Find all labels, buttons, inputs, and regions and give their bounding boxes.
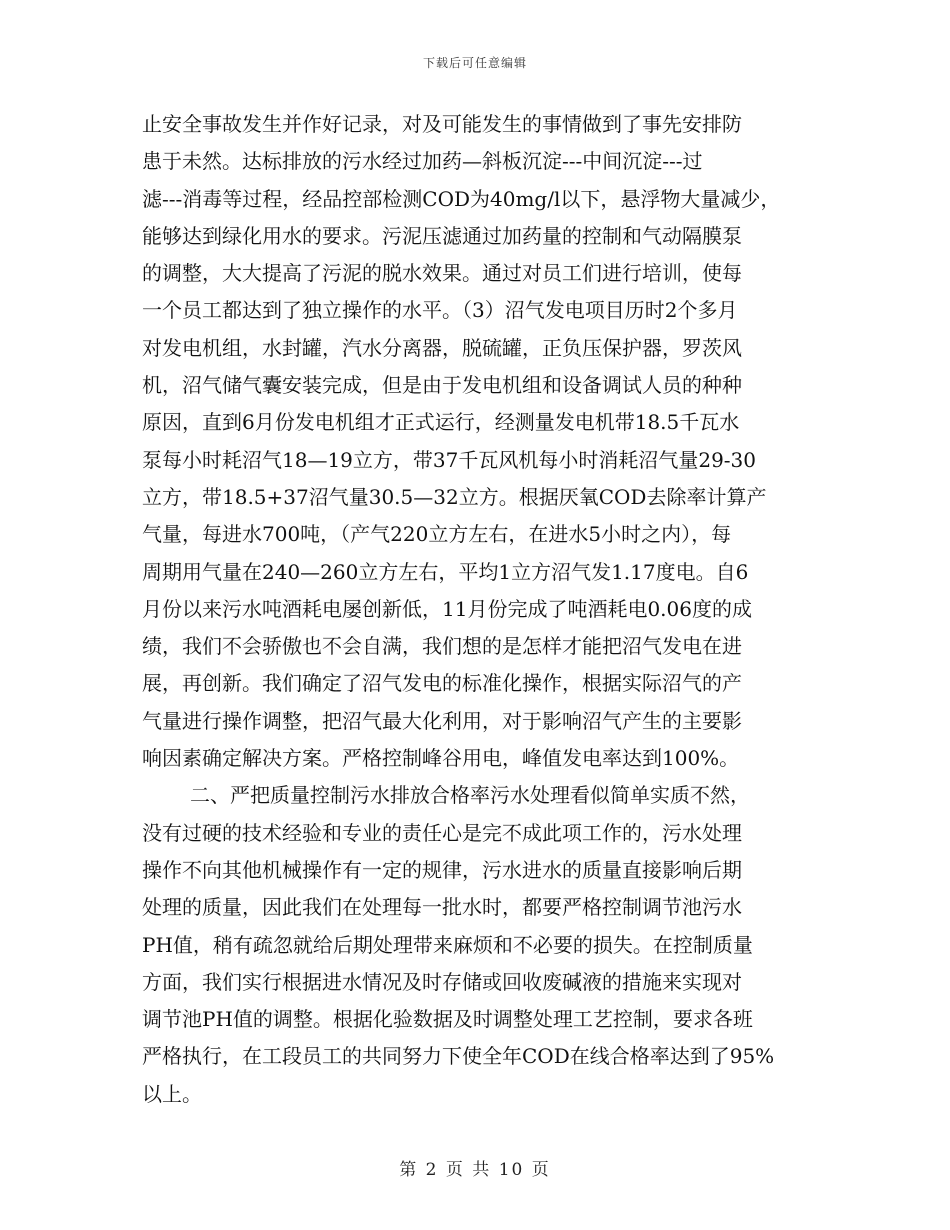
body-line: 方面，我们实行根据进水情况及时存储或回收废碱液的措施来实现对 <box>142 969 742 994</box>
section-heading-line: 二、严把质量控制污水排放合格率污水处理看似简单实质不然， <box>190 783 750 808</box>
body-line: 气量，每进水700吨，（产气220立方左右，在进水5小时之内），每 <box>142 522 732 547</box>
body-line: PH值，稍有疏忽就给后期处理带来麻烦和不必要的损失。在控制质量 <box>142 932 753 957</box>
body-line: 展，再创新。我们确定了沼气发电的标准化操作，根据实际沼气的产 <box>142 671 742 696</box>
body-line: 处理的质量，因此我们在处理每一批水时，都要严格控制调节池污水 <box>142 895 742 920</box>
body-line: 以上。 <box>142 1081 202 1106</box>
body-line: 气量进行操作调整，把沼气最大化利用，对于影响沼气产生的主要影 <box>142 708 742 733</box>
body-line: 严格执行，在工段员工的共同努力下使全年COD在线合格率达到了95% <box>142 1044 775 1069</box>
body-line: 操作不向其他机械操作有一定的规律，污水进水的质量直接影响后期 <box>142 857 742 882</box>
body-line: 响因素确定解决方案。严格控制峰谷用电，峰值发电率达到100%。 <box>142 746 740 771</box>
document-body <box>142 106 832 1113</box>
body-line: 月份以来污水吨酒耗电屡创新低，11月份完成了吨酒耗电0.06度的成 <box>142 596 752 621</box>
body-line: 绩，我们不会骄傲也不会自满，我们想的是怎样才能把沼气发电在进 <box>142 634 742 659</box>
body-line: 一个员工都达到了独立操作的水平。（3）沼气发电项目历时2个多月 <box>142 298 738 323</box>
page-header: 下载后可任意编辑 <box>422 56 527 70</box>
body-line: 的调整，大大提高了污泥的脱水效果。通过对员工们进行培训，使每 <box>142 261 742 286</box>
body-line: 调节池PH值的调整。根据化验数据及时调整处理工艺控制，要求各班 <box>142 1007 753 1032</box>
body-line: 周期用气量在240—260立方左右，平均1立方沼气发1.17度电。自6 <box>142 559 749 584</box>
body-line: 原因，直到6月份发电机组才正式运行，经测量发电机带18.5千瓦水 <box>142 410 740 435</box>
body-line: 能够达到绿化用水的要求。污泥压滤通过加药量的控制和气动隔膜泵 <box>142 223 742 248</box>
body-line: 泵每小时耗沼气18—19立方，带37千瓦风机每小时消耗沼气量29-30 <box>142 447 757 472</box>
body-line: 没有过硬的技术经验和专业的责任心是完不成此项工作的，污水处理 <box>142 820 742 845</box>
body-line: 患于未然。达标排放的污水经过加药—斜板沉淀---中间沉淀---过 <box>142 149 703 174</box>
body-line: 机，沼气储气囊安装完成，但是由于发电机组和设备调试人员的种种 <box>142 373 742 398</box>
body-line: 立方，带18.5+37沼气量30.5—32立方。根据厌氧COD去除率计算产 <box>142 484 767 509</box>
body-line: 对发电机组，水封罐，汽水分离器，脱硫罐，正负压保护器，罗茨风 <box>142 335 742 360</box>
page-number-footer: 第 2 页 共 10 页 <box>399 1160 551 1180</box>
body-line: 止安全事故发生并作好记录，对及可能发生的事情做到了事先安排防 <box>142 112 742 136</box>
body-line: 滤---消毒等过程，经品控部检测COD为40mg/l以下，悬浮物大量减少， <box>142 186 781 211</box>
